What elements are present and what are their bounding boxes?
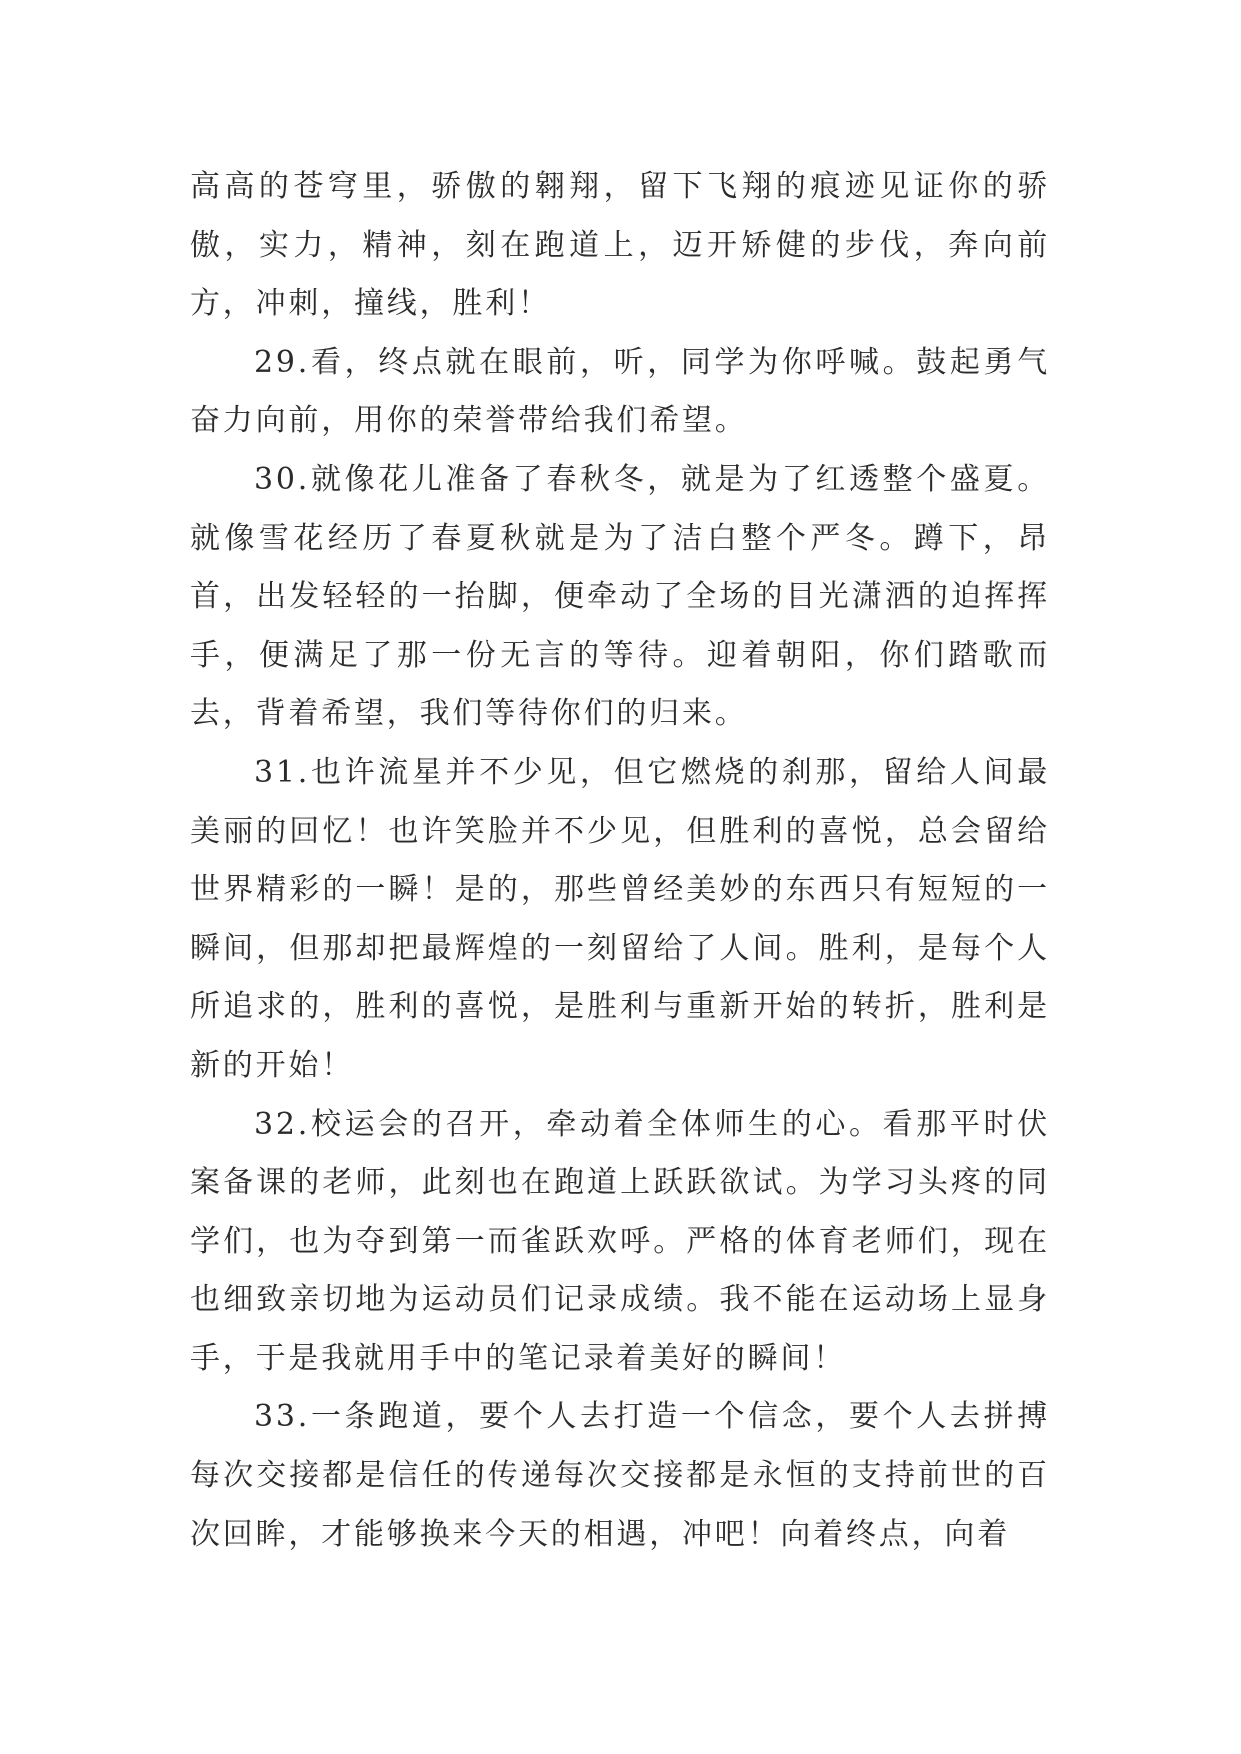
document-body — [190, 158, 1050, 1564]
paragraph-30: 30.就像花儿准备了春秋冬，就是为了红透整个盛夏。就像雪花经历了春夏秋就是为了洁白整个严冬。蹲下，昂首，出发轻轻的一抬脚，便牵动了全场的目光潇洒的迫挥挥手，便满足了那一份无言的等待。迎着朝阳，你们踏歌而去，背着希望，我们等待你们的归来。 — [190, 461, 1050, 732]
paragraph-29: 29.看，终点就在眼前，听，同学为你呼喊。鼓起勇气奋力向前，用你的荣誉带给我们希望。 — [190, 344, 1050, 439]
paragraph-continuation: 高高的苍穹里，骄傲的翱翔，留下飞翔的痕迹见证你的骄傲，实力，精神，刻在跑道上，迈开矫健的步伐，奔向前方，冲刺，撞线，胜利！ — [190, 169, 1050, 322]
paragraph-33: 33.一条跑道，要个人去打造一个信念，要个人去拼搏每次交接都是信任的传递每次交接都是永恒的支持前世的百次回眸，才能够换来今天的相遇，冲吧！向着终点，向着 — [190, 1399, 1050, 1552]
paragraph-31: 31.也许流星并不少见，但它燃烧的刹那，留给人间最美丽的回忆！也许笑脸并不少见，但胜利的喜悦，总会留给世界精彩的一瞬！是的，那些曾经美妙的东西只有短短的一瞬间，但那却把最辉煌的一刻留给了人间。胜利，是每个人所追求的，胜利的喜悦，是胜利与重新开始的转折，胜利是新的开始！ — [190, 754, 1050, 1083]
paragraph-32: 32.校运会的召开，牵动着全体师生的心。看那平时伏案备课的老师，此刻也在跑道上跃跃欲试。为学习头疼的同学们，也为夺到第一而雀跃欢呼。严格的体育老师们，现在也细致亲切地为运动员们记录成绩。我不能在运动场上显身手，于是我就用手中的笔记录着美好的瞬间！ — [190, 1106, 1050, 1376]
